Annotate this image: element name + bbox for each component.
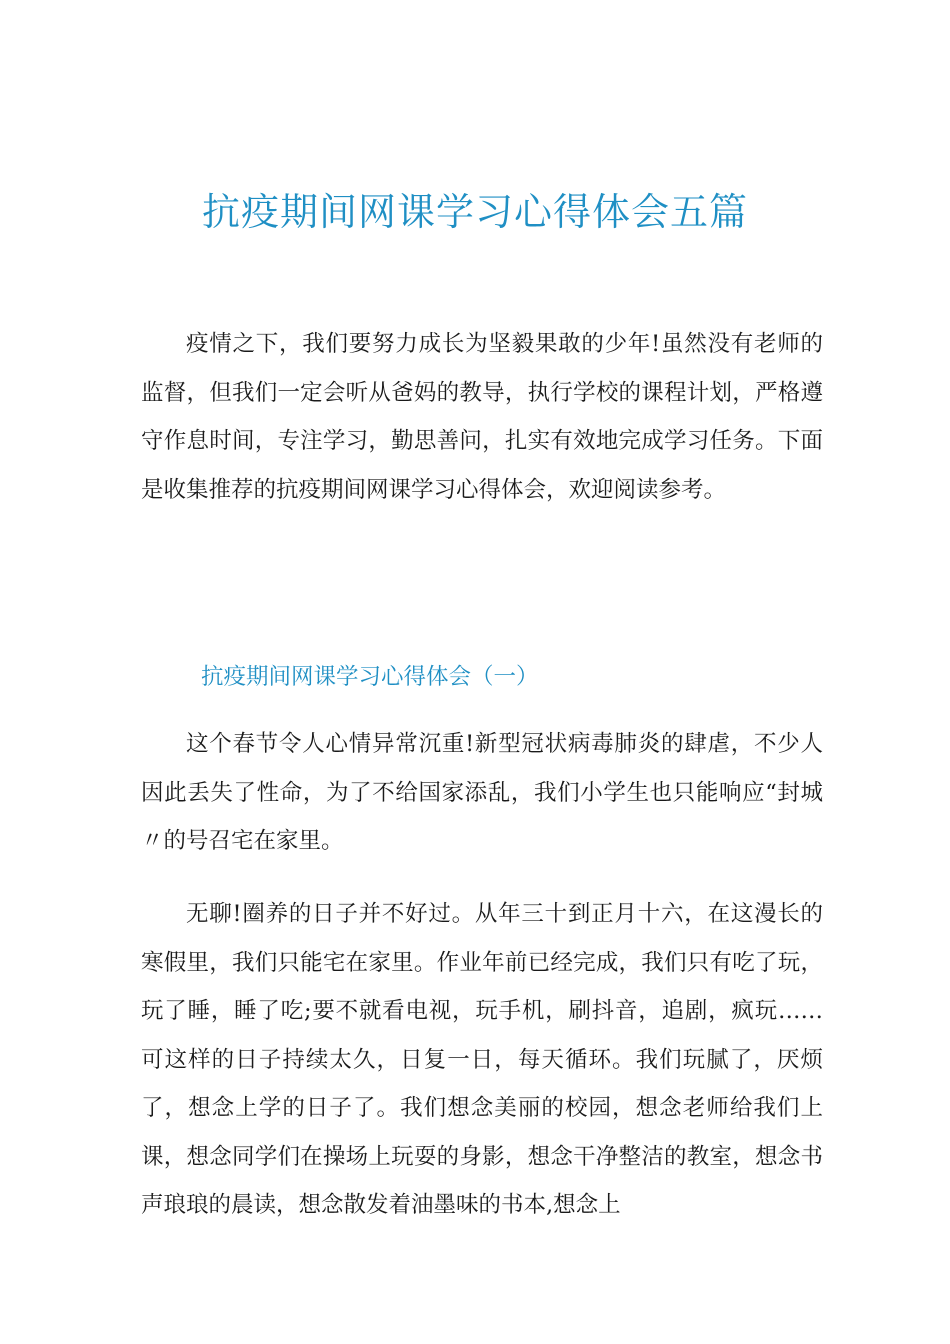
section-heading: 抗疫期间网课学习心得体会（一） [201, 664, 539, 690]
body-paragraph-2: 无聊!圈养的日子并不好过。从年三十到正月十六，在这漫长的寒假里，我们只能宅在家里。作业年前已经完成，我们只有吃了玩，玩了睡，睡了吃;要不就看电视，玩手机，刷抖音，追剧，疯玩……可这样的日子持续太久，日复一日，每天循环。我们玩腻了，厌烦了，想念上学的日子了。我们想念美丽的校园，想念老师给我们上课，想念同学们在操场上玩耍的身影，想念干净整洁的教室，想念书声琅琅的晨读，想念散发着油墨味的书本,想念上 [141, 901, 823, 1218]
body-paragraph-1: 这个春节令人心情异常沉重!新型冠状病毒肺炎的肆虐，不少人因此丢失了性命，为了不给国家添乱，我们小学生也只能响应“封城〃的号召宅在家里。 [141, 731, 823, 854]
intro-paragraph: 疫情之下，我们要努力成长为坚毅果敢的少年!虽然没有老师的监督，但我们一定会听从爸妈的教导，执行学校的课程计划，严格遵守作息时间，专注学习，勤思善问，扎实有效地完成学习任务。下面是收集推荐的抗疫期间网课学习心得体会，欢迎阅读参考。 [141, 331, 823, 503]
document-title: 抗疫期间网课学习心得体会五篇 [201, 190, 748, 234]
